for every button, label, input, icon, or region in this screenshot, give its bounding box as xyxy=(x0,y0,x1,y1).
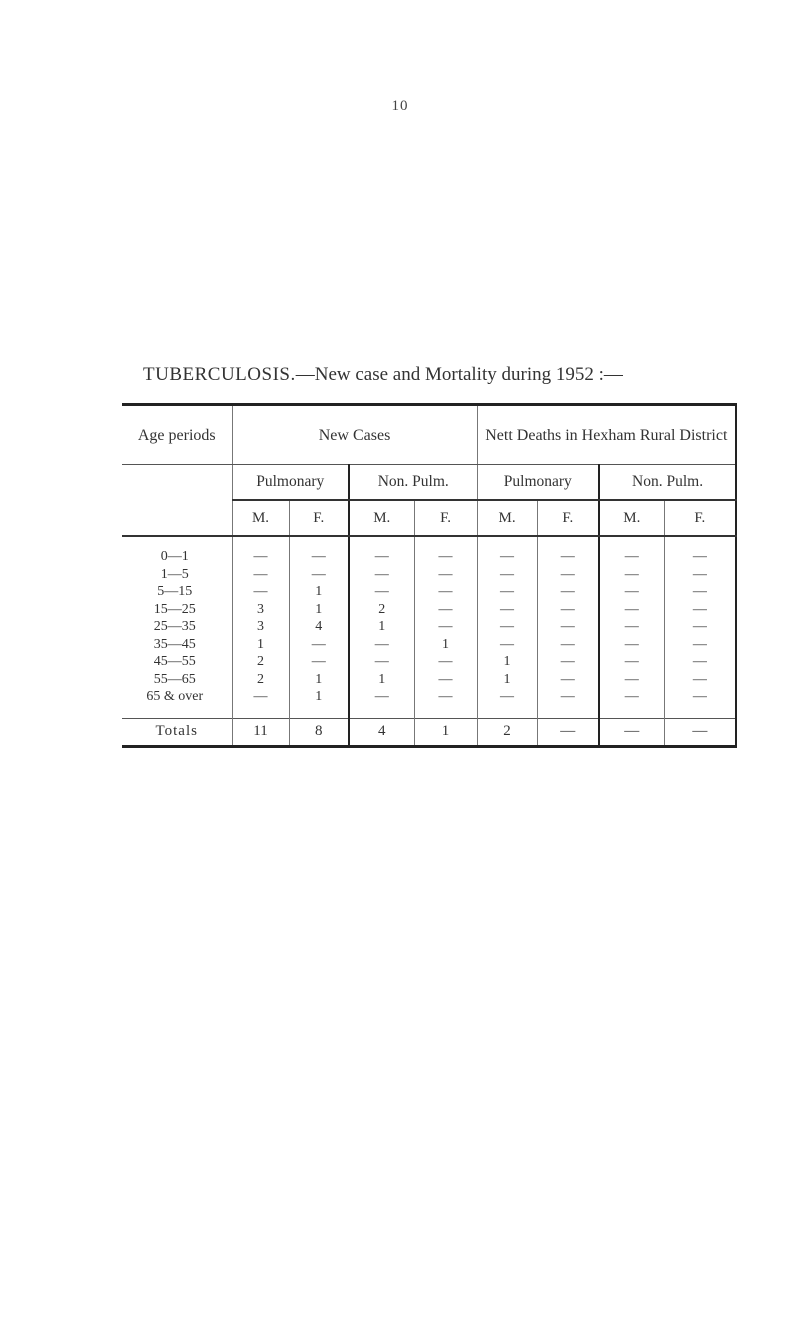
header-nett-deaths: Nett Deaths in Hexham Rural District xyxy=(477,405,736,465)
table-row xyxy=(122,618,736,636)
table-cell: — xyxy=(414,583,477,601)
table-cell: — xyxy=(477,583,537,601)
table-cell: 1 xyxy=(232,636,289,654)
total-cell: 11 xyxy=(232,718,289,746)
table-cell: — xyxy=(414,653,477,671)
table-cell: — xyxy=(664,671,736,689)
table-cell: — xyxy=(477,688,537,706)
header-sex-f: F. xyxy=(537,500,599,536)
table-cell: — xyxy=(664,566,736,584)
table-row xyxy=(122,653,736,671)
table-cell: — xyxy=(664,653,736,671)
header-sex-m: M. xyxy=(477,500,537,536)
age-period-cell: 25—35 xyxy=(153,619,196,635)
table-cell: — xyxy=(537,583,599,601)
totals-row xyxy=(122,718,736,746)
table-cell: — xyxy=(599,583,664,601)
table-cell: — xyxy=(414,548,477,566)
table-cell: — xyxy=(289,653,349,671)
age-period-cell: 5—15 xyxy=(157,584,193,600)
page-title xyxy=(143,364,623,386)
table-cell: — xyxy=(664,636,736,654)
table-cell: — xyxy=(537,653,599,671)
table-cell: 1 xyxy=(289,688,349,706)
table-cell: — xyxy=(349,636,414,654)
age-period-cell: 35—45 xyxy=(153,636,196,652)
table-cell: — xyxy=(477,548,537,566)
total-cell: 2 xyxy=(477,718,537,746)
table-cell: 1 xyxy=(477,653,537,671)
table-cell: — xyxy=(477,636,537,654)
table-cell: — xyxy=(349,566,414,584)
table-cell: — xyxy=(664,601,736,619)
header-sex-f: F. xyxy=(289,500,349,536)
table-cell: — xyxy=(414,566,477,584)
page-number: 10 xyxy=(391,98,409,114)
table-row xyxy=(122,671,736,689)
header-sex-f: F. xyxy=(664,500,736,536)
table-cell: — xyxy=(414,618,477,636)
table-cell: — xyxy=(477,566,537,584)
table-cell: — xyxy=(289,548,349,566)
table-cell: — xyxy=(232,566,289,584)
table-cell: — xyxy=(599,566,664,584)
table-cell: — xyxy=(599,601,664,619)
table-cell: 2 xyxy=(349,601,414,619)
table-cell: — xyxy=(537,548,599,566)
table-cell: 2 xyxy=(232,671,289,689)
table-cell: 1 xyxy=(289,671,349,689)
table-cell: 1 xyxy=(349,618,414,636)
table-cell: — xyxy=(537,688,599,706)
table-cell: — xyxy=(232,583,289,601)
age-period-cell: 55—65 xyxy=(153,671,196,687)
table-cell: 3 xyxy=(232,601,289,619)
age-period-cell: 0—1 xyxy=(160,549,189,565)
table-row xyxy=(122,688,736,706)
total-cell: — xyxy=(537,718,599,746)
header-new-pulmonary: Pulmonary xyxy=(232,465,349,501)
table-cell: — xyxy=(232,688,289,706)
table-cell: — xyxy=(599,688,664,706)
title-rest: —New case and Mortality during 1952 :— xyxy=(295,364,623,385)
table-cell: — xyxy=(664,583,736,601)
table-cell: — xyxy=(477,601,537,619)
table-cell: 3 xyxy=(232,618,289,636)
table-cell: — xyxy=(414,688,477,706)
table-cell: — xyxy=(537,618,599,636)
table-cell: — xyxy=(349,653,414,671)
table-row xyxy=(122,566,736,584)
table-row xyxy=(122,601,736,619)
header-sex-m: M. xyxy=(232,500,289,536)
table-cell: — xyxy=(664,548,736,566)
table-cell: 1 xyxy=(289,583,349,601)
table-cell: — xyxy=(599,548,664,566)
table-cell: 1 xyxy=(349,671,414,689)
table-row xyxy=(122,548,736,566)
header-deaths-pulmonary: Pulmonary xyxy=(477,465,599,501)
table-cell: 2 xyxy=(232,653,289,671)
header-age-periods: Age periods xyxy=(122,405,232,465)
table-row xyxy=(122,583,736,601)
total-cell: 1 xyxy=(414,718,477,746)
table-cell: — xyxy=(349,688,414,706)
table-cell: — xyxy=(289,566,349,584)
table-cell: — xyxy=(232,548,289,566)
age-period-cell: 15—25 xyxy=(153,601,196,617)
total-cell: 4 xyxy=(349,718,414,746)
header-sex-m: M. xyxy=(599,500,664,536)
table-cell: — xyxy=(349,548,414,566)
table-cell: — xyxy=(414,671,477,689)
table-cell: — xyxy=(477,618,537,636)
title-heading: TUBERCULOSIS. xyxy=(143,364,296,385)
table-cell: 1 xyxy=(414,636,477,654)
table-cell: — xyxy=(537,601,599,619)
header-new-cases: New Cases xyxy=(232,405,477,465)
table-cell: — xyxy=(414,601,477,619)
table-cell: — xyxy=(289,636,349,654)
table-cell: — xyxy=(349,583,414,601)
table-cell: — xyxy=(599,653,664,671)
table-row xyxy=(122,636,736,654)
table-cell: — xyxy=(664,688,736,706)
table-cell: — xyxy=(537,566,599,584)
total-cell: — xyxy=(664,718,736,746)
age-period-cell: 1—5 xyxy=(160,566,189,582)
total-cell: — xyxy=(599,718,664,746)
table-cell: — xyxy=(599,618,664,636)
tuberculosis-table xyxy=(122,403,737,748)
table-cell: 1 xyxy=(289,601,349,619)
table-cell: — xyxy=(537,671,599,689)
header-deaths-non-pulm: Non. Pulm. xyxy=(599,465,736,501)
totals-label: Totals xyxy=(122,718,232,746)
table-cell: — xyxy=(664,618,736,636)
age-period-cell: 45—55 xyxy=(153,654,196,670)
table-cell: — xyxy=(537,636,599,654)
table-cell: 1 xyxy=(477,671,537,689)
header-sex-m: M. xyxy=(349,500,414,536)
total-cell: 8 xyxy=(289,718,349,746)
header-sex-f: F. xyxy=(414,500,477,536)
table-cell: 4 xyxy=(289,618,349,636)
age-period-cell: 65 & over xyxy=(146,689,204,705)
header-new-non-pulm: Non. Pulm. xyxy=(349,465,477,501)
table-cell: — xyxy=(599,636,664,654)
table-cell: — xyxy=(599,671,664,689)
